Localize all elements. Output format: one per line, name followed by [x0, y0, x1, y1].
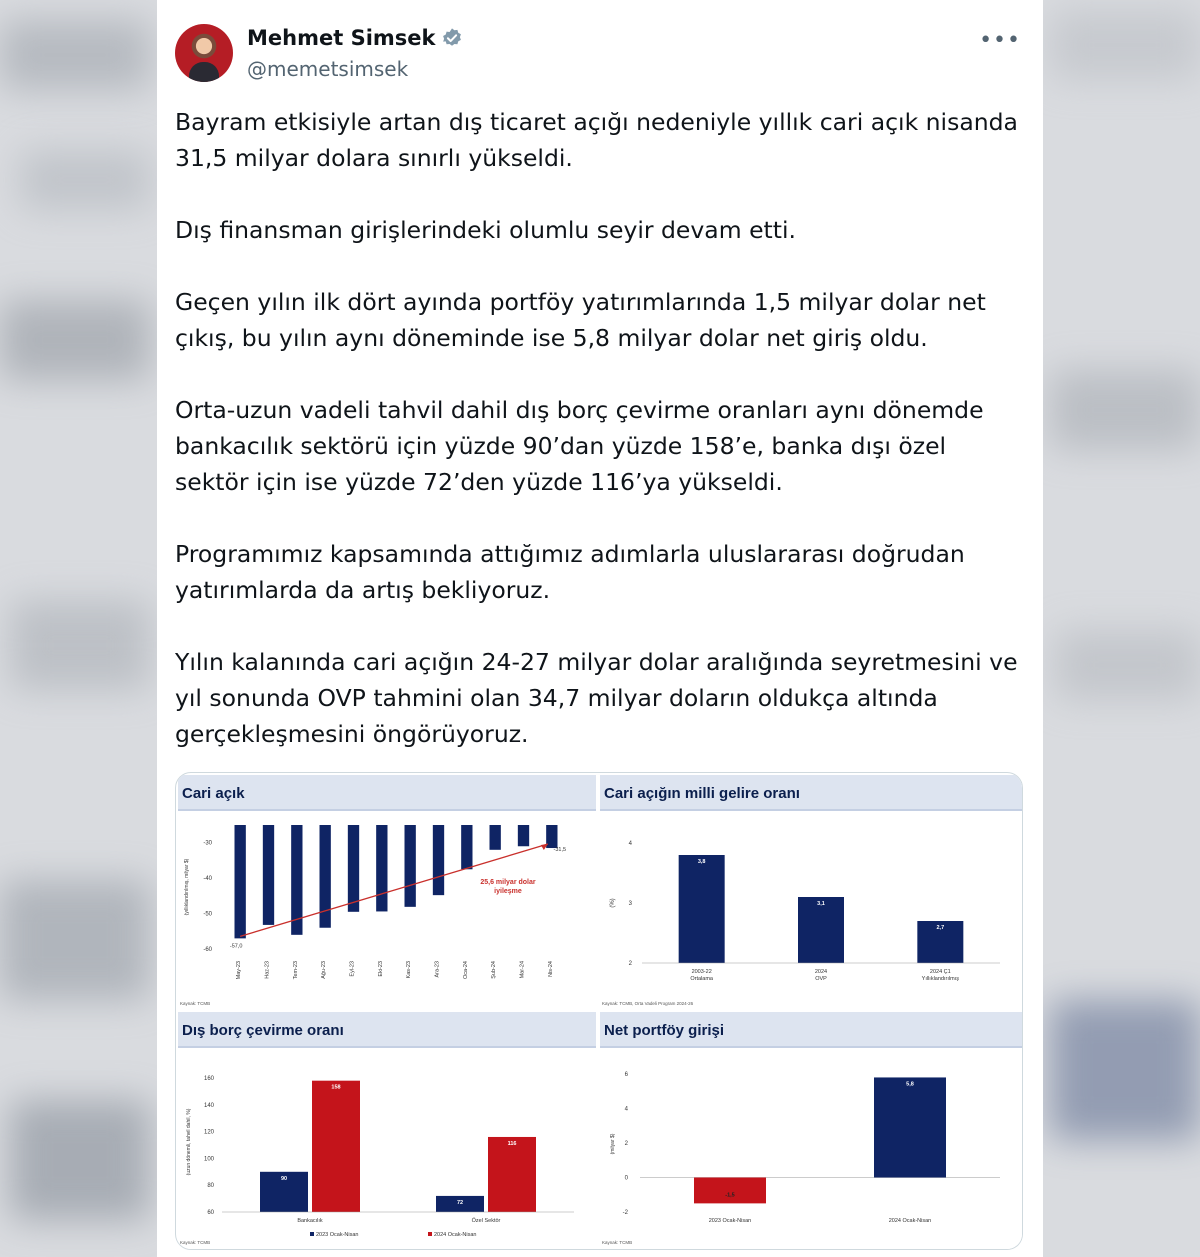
x-tick-label: Ağu-23 — [321, 961, 328, 979]
x-tick-label: OVP — [815, 976, 827, 982]
data-label: 3,8 — [697, 859, 706, 865]
legend-swatch — [310, 1232, 314, 1236]
y-tick-label: -50 — [203, 911, 212, 918]
bar — [348, 825, 359, 912]
legend-entry: 2024 Ocak-Nisan — [434, 1232, 477, 1238]
y-tick-label: 80 — [207, 1183, 214, 1190]
data-label: 2,7 — [936, 925, 945, 931]
y-tick-label: -60 — [203, 947, 212, 953]
bar — [694, 1178, 766, 1204]
tweet-paragraph: Yılın kalanında cari açığın 24-27 milyar dolar aralığında seyretmesini ve yıl sonunda OVP tahmini olan 34,7 milyar doların oldukça altında gerçekleşmesini öngörüyoruz. — [175, 648, 1018, 748]
chart-milli-gelir — [600, 811, 1022, 1011]
bar — [518, 825, 529, 846]
chart-net-portfoy — [600, 1048, 1022, 1249]
x-tick-label: 2003-22 — [691, 969, 712, 975]
source-label: Kaynak: TCMB — [180, 1240, 211, 1245]
chart-panel-milli-gelir — [600, 775, 1022, 1011]
author-name[interactable]: Mehmet Simsek — [247, 26, 436, 50]
y-tick-label: -2 — [622, 1210, 628, 1216]
y-tick-label: 160 — [203, 1076, 214, 1082]
bar — [405, 825, 416, 907]
x-tick-label: Oca-24 — [462, 961, 469, 980]
x-tick-label: 2023 Ocak-Nisan — [708, 1218, 752, 1224]
source-label: Kaynak: TCMB — [602, 1240, 633, 1245]
verified-badge-icon — [441, 27, 463, 49]
data-label: 90 — [280, 1175, 288, 1182]
tweet-paragraph: Bayram etkisiyle artan dış ticaret açığı nedeniyle yıllık cari açık nisanda 31,5 milyar dolara sınırlı yükseldi. — [175, 108, 1018, 172]
bar — [874, 1077, 946, 1177]
author-name-row[interactable] — [247, 26, 463, 50]
y-axis-label: (uzun dönemli, tahvil dahil, %) — [186, 1108, 192, 1176]
y-tick-label: 2 — [624, 1141, 628, 1147]
tweet-paragraph: Programımız kapsamında attığımız adımlarla uluslararası doğrudan yatırımlarda da artış bekliyoruz. — [175, 540, 965, 604]
annotation-label: iyileşme — [494, 888, 522, 895]
y-tick-label: 140 — [203, 1102, 214, 1109]
y-tick-label: 2 — [628, 961, 632, 967]
x-tick-label: 2024 Ocak-Nisan — [888, 1218, 932, 1224]
source-label: Kaynak: TCMB — [180, 1001, 211, 1006]
x-tick-label: Mar-24 — [519, 961, 526, 979]
data-label: 3,1 — [817, 901, 825, 907]
chart-title: Cari açığın milli gelire oranı — [600, 775, 1022, 811]
chart-title: Cari açık — [178, 775, 596, 811]
bar — [679, 855, 725, 963]
y-tick-label: 100 — [203, 1156, 214, 1163]
tweet-card — [157, 0, 1043, 1257]
y-tick-label: -40 — [203, 876, 212, 883]
x-tick-label: Eyl-23 — [349, 961, 356, 977]
x-tick-label: Tem-23 — [292, 961, 299, 980]
x-tick-label: Şub-24 — [491, 961, 498, 979]
x-tick-label: Ortalama — [690, 976, 713, 982]
chart-cari-acik — [178, 811, 596, 1011]
legend-swatch — [428, 1232, 432, 1236]
chart-dis-borc — [178, 1048, 596, 1249]
bar — [312, 1081, 360, 1212]
chart-panel-dis-borc — [178, 1012, 596, 1249]
more-options-icon[interactable]: ••• — [979, 28, 1021, 53]
tweet-paragraph: Dış finansman girişlerindeki olumlu seyir devam etti. — [175, 216, 796, 244]
chart-title: Net portföy girişi — [600, 1012, 1022, 1048]
x-tick-label: Nis-24 — [547, 961, 554, 977]
y-tick-label: -30 — [203, 840, 212, 847]
y-tick-label: 4 — [628, 841, 632, 847]
tweet-paragraph: Geçen yılın ilk dört ayında portföy yatırımlarında 1,5 milyar dolar net çıkış, bu yılın aynı döneminde ise 5,8 milyar dolar net giriş oldu. — [175, 288, 986, 352]
bar — [488, 1137, 536, 1212]
bar — [490, 825, 501, 850]
bar — [235, 825, 246, 938]
tweet-text — [175, 104, 1025, 788]
annotation-label: 25,6 milyar dolar — [480, 879, 536, 886]
y-tick-label: 0 — [624, 1175, 628, 1182]
avatar[interactable] — [175, 24, 233, 82]
y-axis-label: (yıllıklandırılmış, milyar $) — [184, 858, 190, 916]
y-axis-label: (milyar $) — [610, 1133, 616, 1155]
tweet-header — [175, 22, 1025, 86]
data-label: -1,5 — [725, 1192, 735, 1199]
data-label: 116 — [507, 1140, 517, 1147]
chart-title: Dış borç çevirme oranı — [178, 1012, 596, 1048]
data-label: 158 — [331, 1084, 341, 1091]
data-label: -57,0 — [229, 943, 243, 950]
bar — [263, 825, 274, 925]
bar — [433, 825, 444, 895]
y-tick-label: 4 — [624, 1106, 628, 1113]
y-axis-label: (%) — [610, 898, 616, 908]
x-tick-label: Eki-23 — [377, 961, 384, 977]
author-handle[interactable]: @memetsimsek — [247, 57, 409, 81]
bar — [461, 825, 472, 869]
x-tick-label: Haz-23 — [264, 961, 271, 979]
x-tick-label: Ara-23 — [434, 961, 441, 978]
x-tick-label: Bankacılık — [297, 1218, 323, 1224]
x-tick-label: May-23 — [236, 961, 243, 980]
source-label: Kaynak: TCMB, Orta Vadeli Program 2024-26 — [602, 1001, 694, 1006]
x-tick-label: Yıllıklandırılmış — [921, 976, 959, 982]
tweet-media-image[interactable] — [175, 772, 1023, 1250]
x-tick-label: Kas-23 — [406, 961, 413, 979]
data-label: -31,5 — [553, 847, 567, 854]
y-tick-label: 120 — [203, 1129, 214, 1136]
y-tick-label: 6 — [624, 1072, 628, 1078]
tweet-paragraph: Orta-uzun vadeli tahvil dahil dış borç çevirme oranları aynı dönemde bankacılık sektörü için yüzde 90’dan yüzde 158’e, banka dışı özel sektör için ise yüzde 72’den yüzde 116’ya yükseldi. — [175, 396, 984, 496]
data-label: 72 — [456, 1199, 464, 1206]
x-tick-label: Özel Sektör — [471, 1218, 501, 1224]
x-tick-label: 2024 — [814, 969, 828, 975]
x-tick-label: 2024 Ç1 — [929, 969, 951, 975]
y-tick-label: 3 — [628, 901, 632, 907]
chart-panel-cari-acik — [178, 775, 596, 1011]
y-tick-label: 60 — [207, 1210, 214, 1216]
bar — [376, 825, 387, 911]
data-label: 5,8 — [906, 1081, 914, 1088]
legend-entry: 2023 Ocak-Nisan — [316, 1232, 359, 1238]
chart-panel-net-portfoy — [600, 1012, 1022, 1249]
